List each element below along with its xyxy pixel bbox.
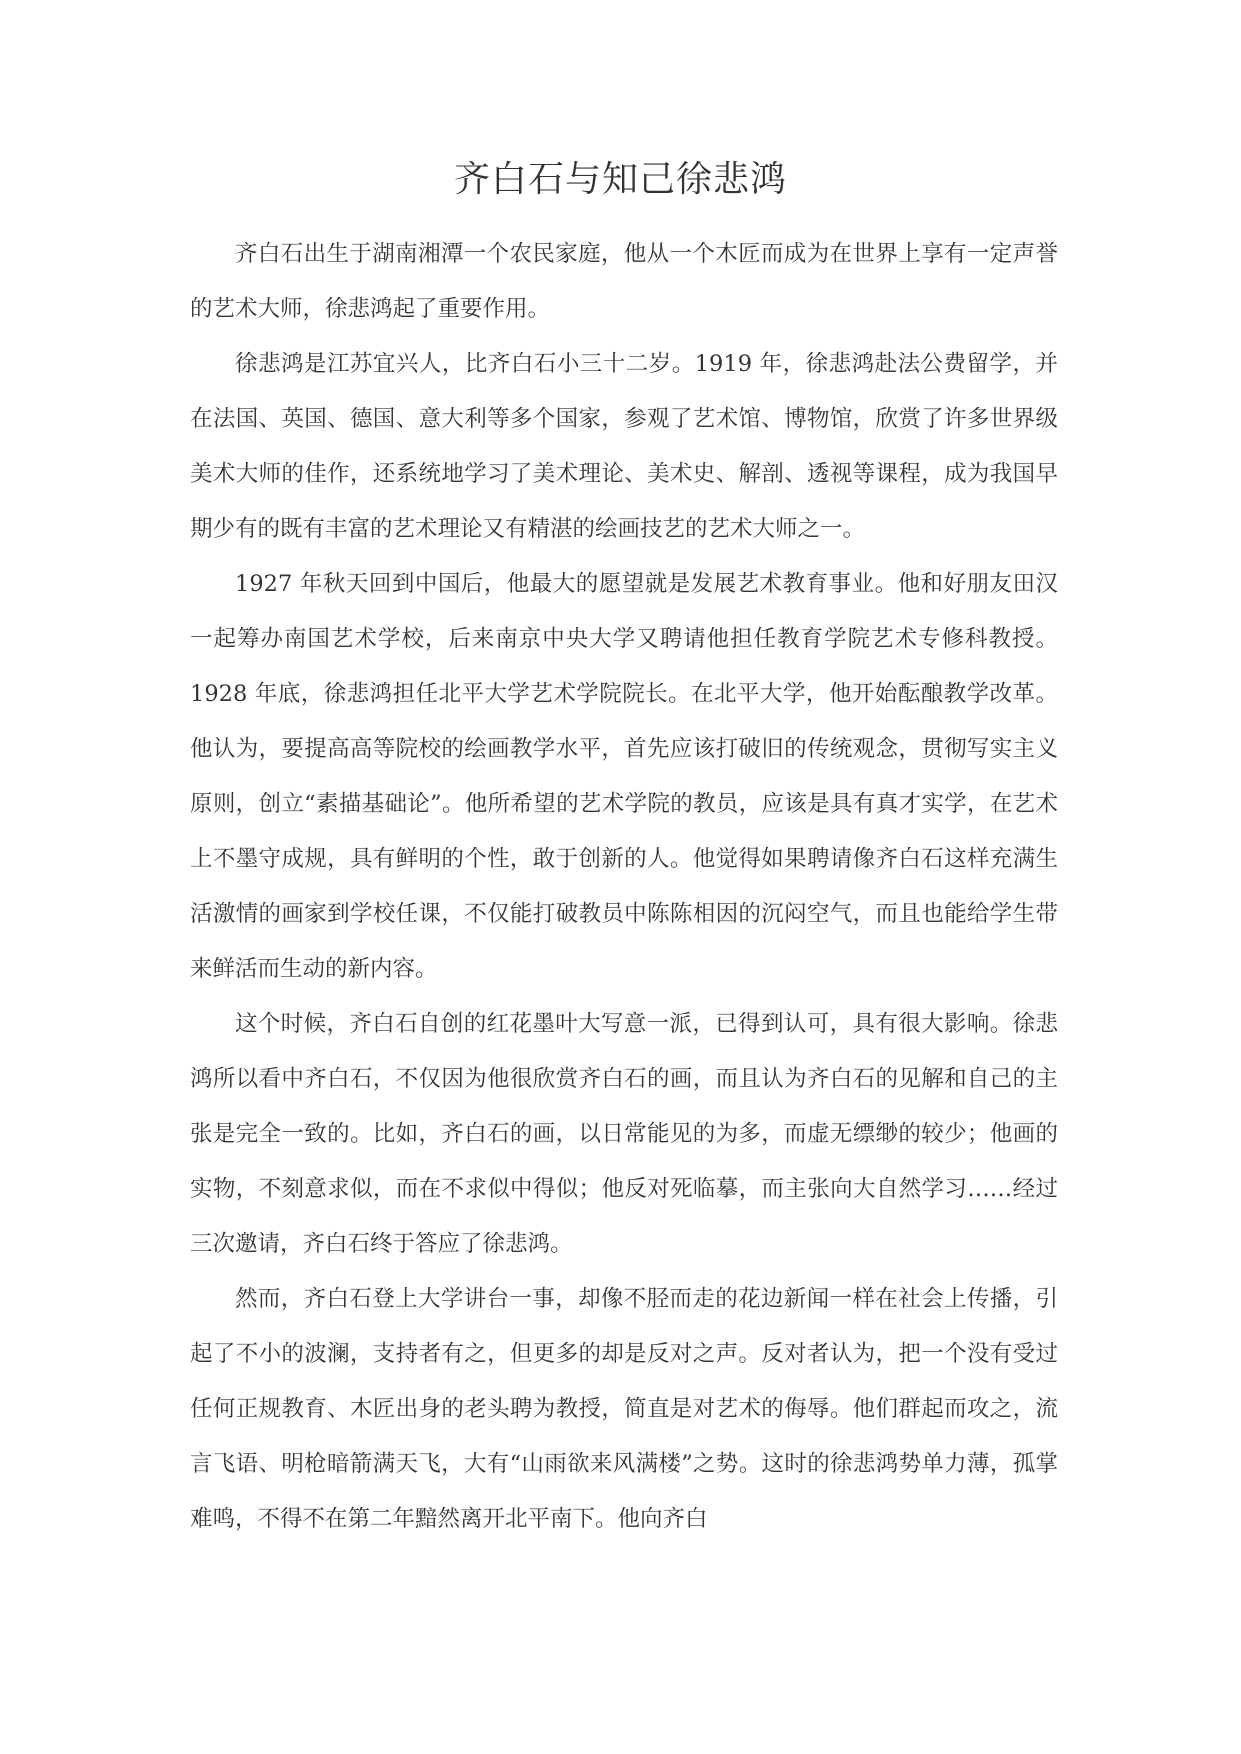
- paragraph: 1927 年秋天回到中国后，他最大的愿望就是发展艺术教育事业。他和好朋友田汉一起筹办南国艺术学校，后来南京中央大学又聘请他担任教育学院艺术专修科教授。1928 年底，徐悲鸿担任北平大学艺术学院院长。在北平大学，他开始酝酿教学改革。他认为，要提高高等院校的绘画教学水平，首先应该打破旧的传统观念，贯彻写实主义原则，创立“素描基础论”。他所希望的艺术学院的教员，应该是具有真才实学，在艺术上不墨守成规，具有鲜明的个性，敢于创新的人。他觉得如果聘请像齐白石这样充满生活激情的画家到学校任课，不仅能打破教员中陈陈相因的沉闷空气，而且也能给学生带来鲜活而生动的新内容。: [190, 571, 1058, 982]
- paragraph: 这个时候，齐白石自创的红花墨叶大写意一派，已得到认可，具有很大影响。徐悲鸿所以看中齐白石，不仅因为他很欣赏齐白石的画，而且认为齐白石的见解和自己的主张是完全一致的。比如，齐白石的画，以日常能见的为多，而虚无缥缈的较少；他画的实物，不刻意求似，而在不求似中得似；他反对死临摹，而主张向大自然学习……经过三次邀请，齐白石终于答应了徐悲鸿。: [190, 1011, 1058, 1257]
- paragraph: 齐白石出生于湖南湘潭一个农民家庭，他从一个木匠而成为在世界上享有一定声誉的艺术大师，徐悲鸿起了重要作用。: [190, 241, 1058, 322]
- paragraph: 然而，齐白石登上大学讲台一事，却像不胫而走的花边新闻一样在社会上传播，引起了不小的波澜，支持者有之，但更多的却是反对之声。反对者认为，把一个没有受过任何正规教育、木匠出身的老头聘为教授，简直是对艺术的侮辱。他们群起而攻之，流言飞语、明枪暗箭满天飞，大有“山雨欲来风满楼”之势。这时的徐悲鸿势单力薄，孤掌难鸣，不得不在第二年黯然离开北平南下。他向齐白: [190, 1286, 1058, 1532]
- paragraph: 徐悲鸿是江苏宜兴人，比齐白石小三十二岁。1919 年，徐悲鸿赴法公费留学，并在法国、英国、德国、意大利等多个国家，参观了艺术馆、博物馆，欣赏了许多世界级美术大师的佳作，还系统地学习了美术理论、美术史、解剖、透视等课程，成为我国早期少有的既有丰富的艺术理论又有精湛的绘画技艺的艺术大师之一。: [190, 351, 1058, 542]
- document-title: 齐白石与知己徐悲鸿: [453, 159, 787, 200]
- document-body: [190, 227, 1058, 1547]
